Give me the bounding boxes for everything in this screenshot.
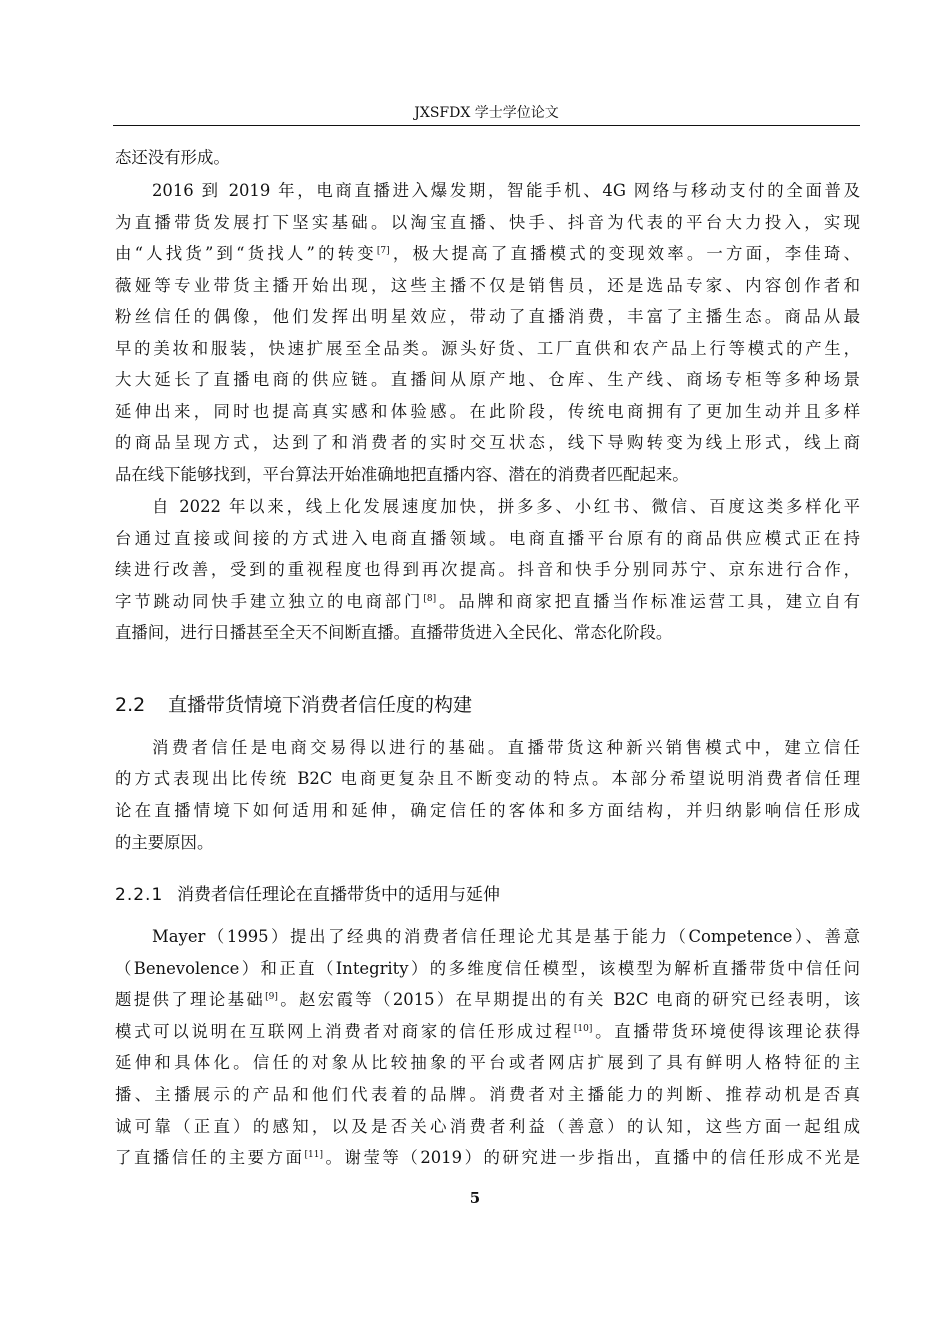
text-segment: 。品牌和商家把直播当作标准运营工具，建立自有 bbox=[436, 592, 861, 611]
page-number: 5 bbox=[469, 1189, 481, 1207]
text-line: 早的美妆和服装，快速扩展至全品类。源头好货、工厂直供和农产品上行等模式的产生， bbox=[115, 339, 860, 358]
section-title: 直播带货情境下消费者信任度的构建 bbox=[168, 694, 473, 716]
text-line bbox=[115, 591, 860, 613]
section-heading-2-2-1 bbox=[115, 883, 860, 907]
running-header: JXSFDX 学士学位论文 bbox=[414, 105, 559, 121]
section-title: 消费者信任理论在直播带货中的适用与延伸 bbox=[177, 885, 500, 905]
section-heading-2-2 bbox=[115, 692, 860, 718]
text-segment: 字节跳动同快手建立独立的电商部门 bbox=[115, 592, 424, 611]
text-line: 延伸出来，同时也提高真实感和体验感。在此阶段，传统电商拥有了更加生动并且多样 bbox=[115, 402, 860, 421]
text-line: 播、主播展示的产品和他们代表着的品牌。消费者对主播能力的判断、推荐动机是否真 bbox=[115, 1085, 860, 1104]
citation-ref: [9] bbox=[265, 992, 278, 1002]
section-number: 2.2.1 bbox=[115, 885, 164, 905]
section-number: 2.2 bbox=[115, 694, 146, 716]
text-line: 自 2022 年以来，线上化发展速度加快，拼多多、小红书、微信、百度这类多样化平 bbox=[152, 497, 860, 516]
text-segment: 由“人找货”到“货找人”的转变 bbox=[115, 244, 377, 263]
text-line: 态还没有形成。 bbox=[115, 148, 230, 167]
text-line: 为直播带货发展打下坚实基础。以淘宝直播、快手、抖音为代表的平台大力投入，实现 bbox=[115, 213, 860, 232]
text-line bbox=[115, 1021, 860, 1043]
citation-ref: [7] bbox=[376, 246, 390, 256]
text-segment: 了直播信任的主要方面 bbox=[115, 1148, 305, 1167]
text-line: 消费者信任是电商交易得以进行的基础。直播带货这种新兴销售模式中，建立信任 bbox=[152, 738, 860, 757]
text-line: 的商品呈现方式，达到了和消费者的实时交互状态，线下导购转变为线上形式，线上商 bbox=[115, 433, 860, 452]
text-segment: 模式可以说明在互联网上消费者对商家的信任形成过程 bbox=[115, 1022, 574, 1041]
text-line: 论在直播情境下如何适用和延伸，确定信任的客体和多方面结构，并归纳影响信任形成 bbox=[115, 801, 860, 820]
text-line: 2016 到 2019 年，电商直播进入爆发期，智能手机、4G 网络与移动支付的全面普及 bbox=[152, 181, 860, 200]
text-line bbox=[115, 243, 860, 265]
text-line: 诚可靠（正直）的感知，以及是否关心消费者利益（善意）的认知，这些方面一起组成 bbox=[115, 1117, 860, 1136]
text-line: Mayer（1995）提出了经典的消费者信任理论尤其是基于能力（Competence）、善意 bbox=[152, 927, 860, 946]
text-line bbox=[115, 1147, 860, 1169]
header-divider bbox=[113, 125, 860, 126]
text-segment: 。谢莹等（2019）的研究进一步指出，直播中的信任形成不光是 bbox=[323, 1148, 860, 1167]
citation-ref: [8] bbox=[423, 594, 437, 604]
text-line: 延伸和具体化。信任的对象从比较抽象的平台或者网店扩展到了具有鲜明人格特征的主 bbox=[115, 1053, 860, 1072]
text-line: 直播间，进行日播甚至全天不间断直播。直播带货进入全民化、常态化阶段。 bbox=[115, 623, 673, 642]
text-line: 品在线下能够找到，平台算法开始准确地把直播内容、潜在的消费者匹配起来。 bbox=[115, 465, 689, 484]
text-line: 台通过直接或间接的方式进入电商直播领域。电商直播平台原有的商品供应模式正在持 bbox=[115, 529, 860, 548]
citation-ref: [11] bbox=[304, 1150, 323, 1160]
text-line: 的方式表现出比传统 B2C 电商更复杂且不断变动的特点。本部分希望说明消费者信任理 bbox=[115, 769, 860, 788]
text-segment: 。赵宏霞等（2015）在早期提出的有关 B2C 电商的研究已经表明，该 bbox=[277, 990, 861, 1009]
text-segment: ，极大提高了直播模式的变现效率。一方面，李佳琦、 bbox=[389, 244, 860, 263]
text-line bbox=[115, 989, 860, 1011]
text-line: 大大延长了直播电商的供应链。直播间从原产地、仓库、生产线、商场专柜等多种场景 bbox=[115, 370, 860, 389]
text-line: （Benevolence）和正直（Integrity）的多维度信任模型，该模型为解析直播带货中信任问 bbox=[115, 959, 860, 978]
text-line: 薇娅等专业带货主播开始出现，这些主播不仅是销售员，还是选品专家、内容创作者和 bbox=[115, 276, 860, 295]
text-segment: 。直播带货环境使得该理论获得 bbox=[592, 1022, 861, 1041]
text-line: 粉丝信任的偶像，他们发挥出明星效应，带动了直播消费，丰富了主播生态。商品从最 bbox=[115, 307, 860, 326]
text-segment: 题提供了理论基础 bbox=[115, 990, 266, 1009]
text-line: 续进行改善，受到的重视程度也得到再次提高。抖音和快手分别同苏宁、京东进行合作， bbox=[115, 560, 860, 579]
text-line: 的主要原因。 bbox=[115, 833, 214, 852]
citation-ref: [10] bbox=[573, 1024, 593, 1034]
